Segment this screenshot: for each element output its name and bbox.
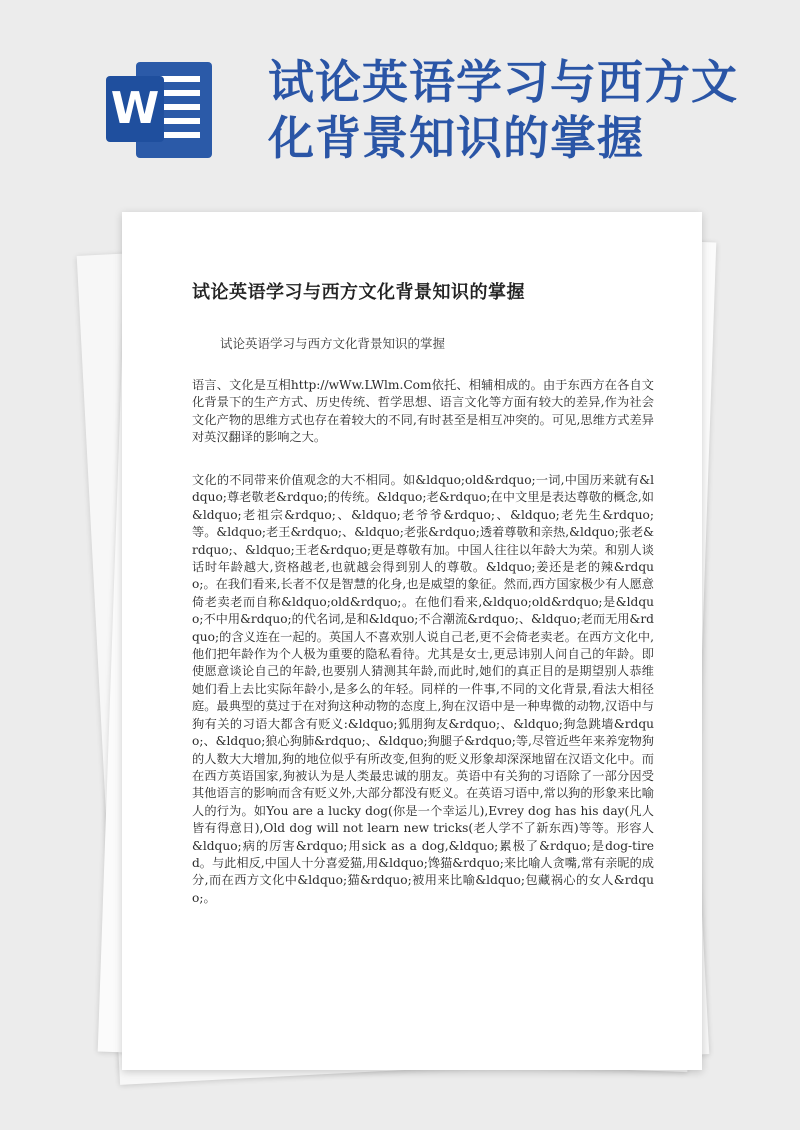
word-doc-icon-letter: W [106,76,164,142]
cover-title: 试论英语学习与西方文化背景知识的掌握 [268,55,738,165]
cover-header [0,0,800,210]
document-subtitle: 试论英语学习与西方文化背景知识的掌握 [220,336,446,351]
word-doc-icon [106,62,212,158]
document-page [122,212,702,1070]
paragraph: 文化的不同带来价值观念的大不相同。如&ldquo;old&rdquo;一词,中国历来就有&ldquo;尊老敬老&rdquo;的传统。&ldquo;老&rdquo;在中文里是表达尊敬的概念,如&ldquo;老祖宗&rdquo;、&ldquo;老爷爷&rdquo;、&ldquo;老先生&rdquo;等。&ldquo;老王&rdquo;、&ldquo;老张&rdquo;透着尊敬和亲热,&ldquo;张老&rdquo;、&ldquo;王老&rdquo;更是尊敬有加。中国人往往以年龄大为荣。和别人谈话时年龄越大,资格越老,也就越会得到别人的尊敬。&ldquo;姜还是老的辣&rdquo;。在我们看来,长者不仅是智慧的化身,也是威望的象征。然而,西方国家极少有人愿意倚老卖老而自称&ldquo;old&rdquo;。在他们看来,&ldquo;old&rdquo;是&ldquo;不中用&rdquo;的代名词,是和&ldquo;不合潮流&rdquo;、&ldquo;老而无用&rdquo;的含义连在一起的。英国人不喜欢别人说自己老,更不会倚老卖老。在西方文化中,他们把年龄作为个人极为重要的隐私看待。尤其是女士,更忌讳别人问自己的年龄。即使愿意谈论自己的年龄,也要别人猜测其年龄,而此时,她们的真正目的是期望别人恭维她们看上去比实际年龄小,是多么的年轻。同样的一件事,不同的文化背景,看法大相径庭。最典型的莫过于在对狗这种动物的态度上,狗在汉语中是一种卑微的动物,汉语中与狗有关的习语大都含有贬义:&ldquo;狐朋狗友&rdquo;、&ldquo;狗急跳墙&rdquo;、&ldquo;狼心狗肺&rdquo;、&ldquo;狗腿子&rdquo;等,尽管近些年来养宠物狗的人数大大增加,狗的地位似乎有所改变,但狗的贬义形象却深深地留在汉语文化中。而在西方英语国家,狗被认为是人类最忠诚的朋友。英语中有关狗的习语除了一部分因受其他语言的影响而含有贬义外,大部分都没有贬义。在英语习语中,常以狗的形象来比喻人的行为。如You are a lucky dog(你是一个幸运儿),Evrey dog has his day(凡人皆有得意日),Old dog will not learn new tricks(老人学不了新东西)等等。形容人&ldquo;病的厉害&rdquo;用sick as a dog,&ldquo;累极了&rdquo;是dog-tired。与此相反,中国人十分喜爱猫,用&ldquo;馋猫&rdquo;来比喻人贪嘴,常有亲昵的成分,而在西方文化中&ldquo;猫&rdquo;被用来比喻&ldquo;包藏祸心的女人&rdquo;。 [192,473,654,905]
document-title: 试论英语学习与西方文化背景知识的掌握 [192,282,525,303]
paragraph: 语言、文化是互相http://wWw.LWlm.Com依托、相辅相成的。由于东西方在各自文化背景下的生产方式、历史传统、哲学思想、语言文化等方面有较大的差异,作为社会文化产物的思维方式也存在着较大的不同,有时甚至是相互冲突的。可见,思维方式差异对英汉翻译的影响之大。 [192,378,654,445]
